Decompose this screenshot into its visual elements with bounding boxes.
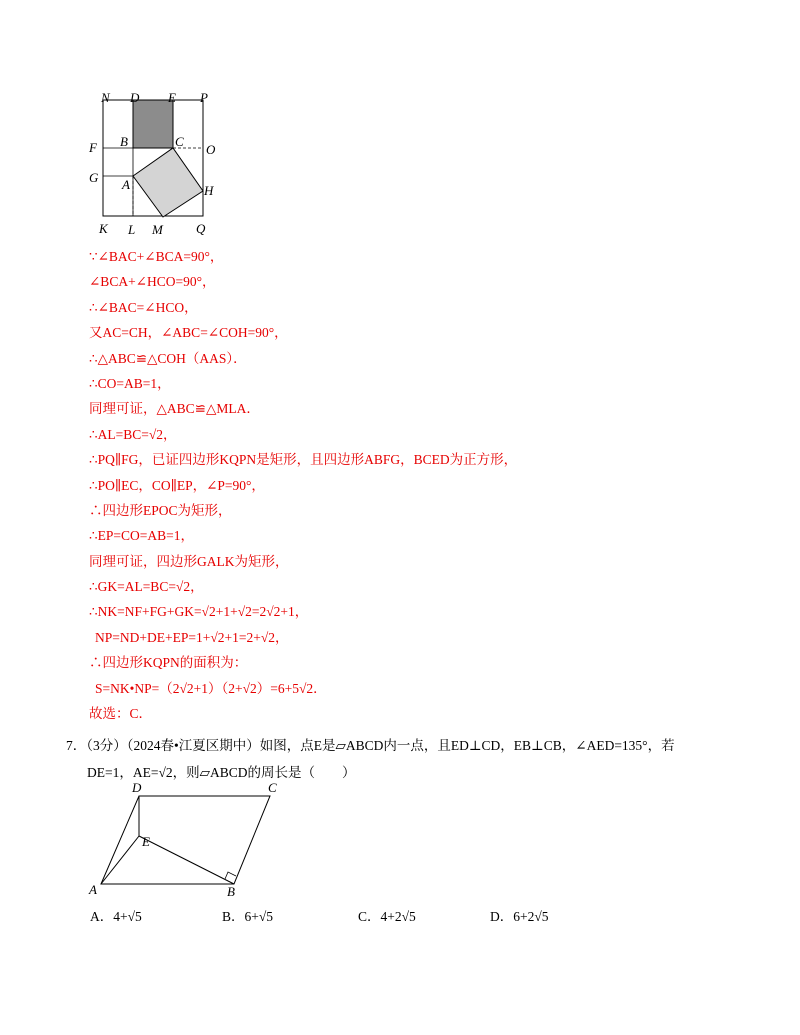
solution-line: ∵∠BAC+∠BCA=90°， [89, 249, 224, 264]
option-a-text: 4+√5 [113, 909, 142, 924]
option-a-letter: A． [90, 909, 114, 924]
answer-options [0, 905, 800, 929]
option-b[interactable] [222, 905, 273, 925]
label-P: P [200, 90, 208, 105]
solution-line: ∴∠BAC=∠HCO， [89, 299, 198, 315]
option-c-text: 4+2√5 [380, 909, 416, 924]
option-c[interactable] [358, 905, 416, 925]
option-b-text: 6+√5 [244, 909, 274, 924]
label-C: C [175, 134, 184, 149]
label-B: B [120, 134, 128, 149]
label-Q: Q [196, 221, 206, 236]
solution-line: S=NK•NP=（2√2+1）（2+√2）=6+5√2． [95, 680, 327, 696]
segment-EB [139, 836, 234, 884]
label-E: E [168, 90, 176, 105]
solution-line: ∴GK=AL=BC=√2， [89, 579, 204, 595]
right-angle-mark-B [225, 872, 236, 879]
label-O: O [206, 142, 216, 157]
parallelogram-ABCD [101, 796, 270, 884]
label-L: L [128, 222, 136, 237]
solution-line: ∴NK=NF+FG+GK=√2+1+√2=2√2+1， [89, 604, 309, 620]
question-7-line-2: DE=1，AE=√2，则▱ABCD的周长是（ ） [87, 765, 356, 780]
option-d-text: 6+2√5 [513, 909, 549, 924]
solution-steps [89, 244, 749, 726]
solution-line: ∴PO∥EC，CO∥EP，∠P=90°， [89, 477, 265, 493]
solution-line: ∴CO=AB=1， [89, 375, 171, 391]
label-A: A [122, 177, 130, 192]
label-G: G [89, 170, 99, 185]
label-K: K [99, 221, 108, 236]
option-a[interactable] [90, 905, 142, 925]
solution-line: ∠BCA+∠HCO=90°， [89, 274, 216, 290]
solution-line: ∴AL=BC=√2， [89, 426, 177, 442]
square-BCED [133, 100, 173, 148]
label-H: H [204, 183, 214, 198]
label-D: D [130, 90, 140, 105]
label-D: D [132, 780, 142, 795]
option-d-letter: D． [490, 909, 514, 924]
label-M: M [152, 222, 163, 237]
solution-line: ∴四边形EPOC为矩形， [89, 502, 232, 518]
solution-line: 同理可证，四边形GALK为矩形， [89, 553, 289, 569]
solution-line: ∴EP=CO=AB=1， [89, 528, 194, 544]
parallelogram-figure [84, 778, 284, 900]
label-A: A [89, 882, 97, 897]
option-c-letter: C． [358, 909, 381, 924]
solution-line: 又AC=CH，∠ABC=∠COH=90°， [89, 325, 288, 341]
label-E: E [142, 834, 150, 849]
segment-AE [101, 836, 139, 884]
square-ACHM [133, 148, 203, 217]
solution-line: ∴△ABC≌△COH（AAS）． [89, 350, 247, 366]
question-7-line-1: 7．（3分）（2024春•江夏区期中）如图，点E是▱ABCD内一点，且ED⊥CD，EB⊥CB，∠AED=135°，若 [66, 738, 675, 753]
solution-line: ∴四边形KQPN的面积为： [89, 655, 248, 671]
option-b-letter: B． [222, 909, 245, 924]
solution-line: NP=ND+DE+EP=1+√2+1=2+√2， [95, 629, 289, 645]
label-F: F [89, 140, 97, 155]
label-N: N [101, 90, 110, 105]
solution-line: 故选：C． [89, 706, 153, 722]
square-diagram-figure [80, 88, 230, 238]
label-B: B [227, 884, 235, 899]
label-C: C [268, 780, 277, 795]
solution-line: ∴PQ∥FG，已证四边形KQPN是矩形，且四边形ABFG，BCED为正方形， [89, 452, 518, 468]
solution-line: 同理可证，△ABC≌△MLA． [89, 401, 260, 417]
option-d[interactable] [490, 905, 549, 925]
